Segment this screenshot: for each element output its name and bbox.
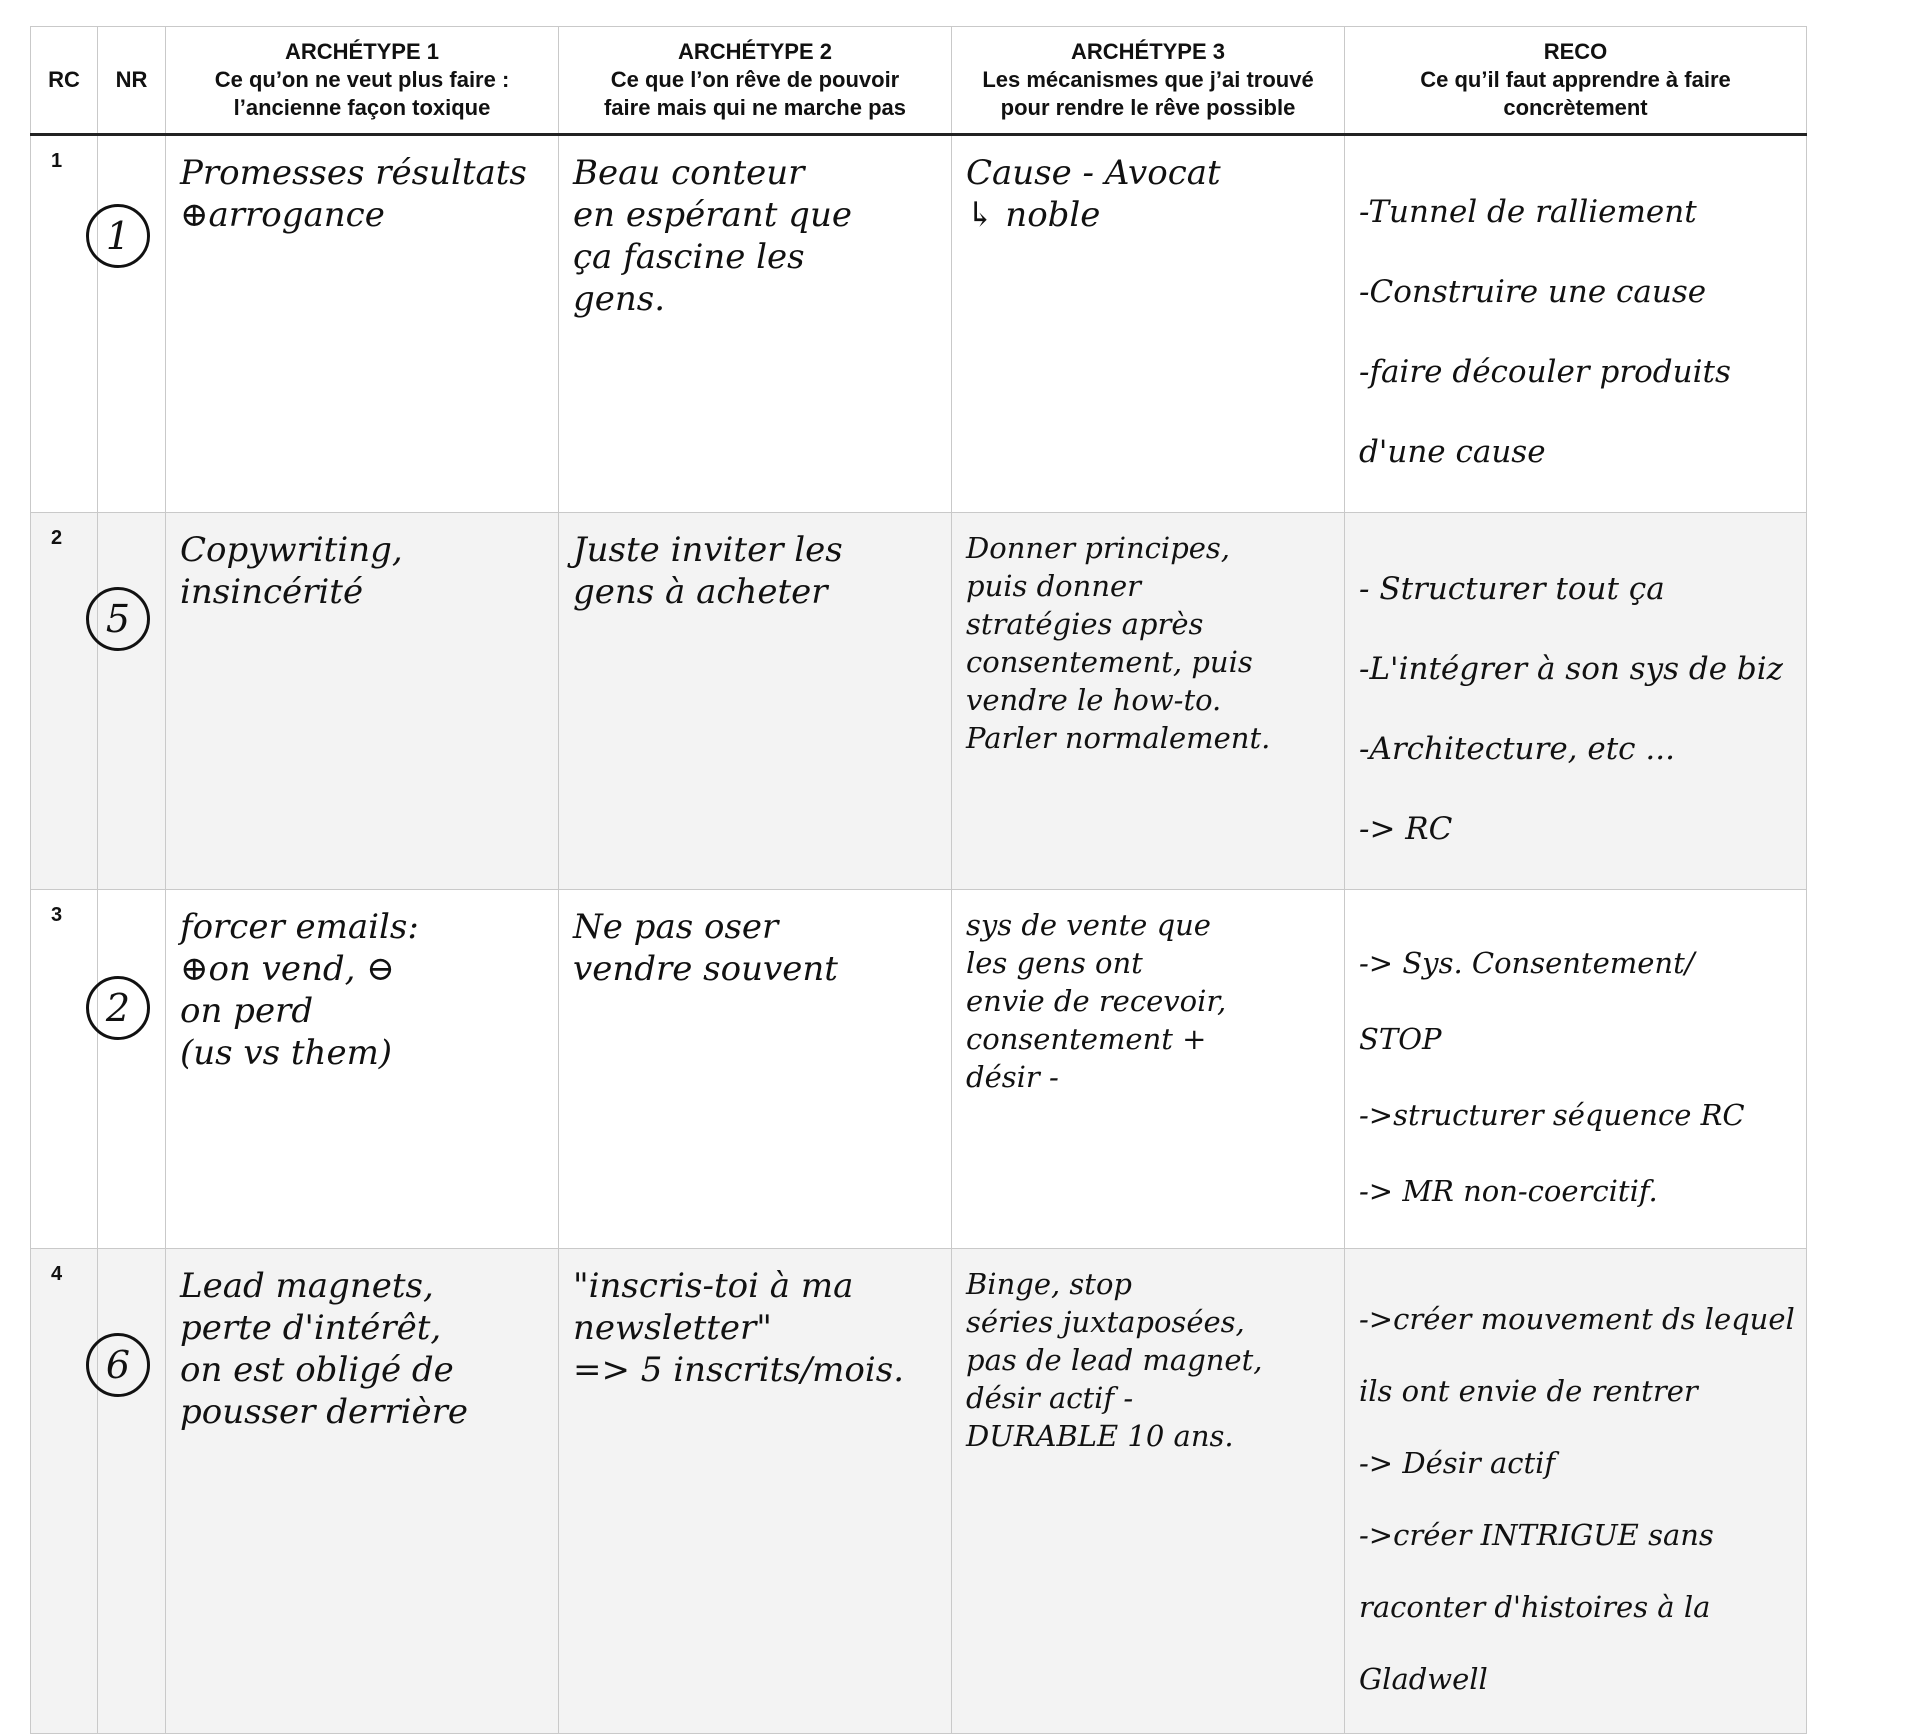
handwritten-note: Juste inviter les gens à acheter: [573, 530, 843, 612]
handwritten-note: Promesses résultats ⊕arrogance: [180, 153, 527, 235]
reco-cell: [1345, 1249, 1807, 1734]
header-archetype-3-line1: Les mécanismes que j’ai trouvé: [982, 67, 1314, 92]
reco-line: ->créer mouvement ds lequel: [1359, 1302, 1795, 1336]
handwritten-note: Cause - Avocat ↳ noble: [966, 153, 1221, 235]
table-row: [31, 135, 1807, 513]
header-archetype-2-line1: Ce que l’on rêve de pouvoir: [610, 67, 900, 92]
archetype-table: [30, 26, 1807, 1734]
reco-cell: [1345, 890, 1807, 1249]
reco-line: -> RC: [1359, 811, 1453, 847]
header-archetype-1-line2: l’ancienne façon toxique: [233, 95, 491, 120]
handwritten-note: sys de vente que les gens ont envie de recevoir, consentement + désir -: [966, 908, 1227, 1094]
handwritten-reco: [1345, 1249, 1806, 1733]
header-archetype-2-title: ARCHÉTYPE 2: [677, 39, 833, 64]
reco-line: Gladwell: [1359, 1662, 1488, 1696]
header-reco-line2: concrètement: [1503, 95, 1648, 120]
header-reco-title: RECO: [1543, 39, 1608, 64]
rc-cell: [31, 1249, 98, 1734]
nr-cell: [98, 135, 166, 513]
reco-line: -Construire une cause: [1359, 274, 1707, 310]
header-reco: [1345, 27, 1807, 135]
archetype-3-cell: [952, 135, 1345, 513]
reco-cell: [1345, 135, 1807, 513]
rc-number: 1: [51, 150, 63, 172]
archetype-3-cell: [952, 513, 1345, 890]
rc-number: 4: [51, 1263, 63, 1285]
reco-line: STOP: [1359, 1022, 1442, 1056]
rc-number: 3: [51, 904, 63, 926]
reco-line: ->structurer séquence RC: [1359, 1098, 1745, 1132]
rc-cell: [31, 890, 98, 1249]
header-archetype-2-line2: faire mais qui ne marche pas: [603, 95, 907, 120]
rc-cell: [31, 135, 98, 513]
handwritten-note: Beau conteur en espérant que ça fascine les gens.: [573, 153, 852, 319]
header-archetype-3: [952, 27, 1345, 135]
reco-line: - Structurer tout ça: [1359, 571, 1665, 607]
archetype-2-cell: [559, 890, 952, 1249]
handwritten-note: forcer emails: ⊕on vend, ⊖ on perd (us vs them): [180, 907, 419, 1073]
nr-cell: [98, 513, 166, 890]
archetype-1-cell: [166, 135, 559, 513]
handwritten-note: Binge, stop séries juxtaposées, pas de lead magnet, désir actif - DURABLE 10 ans.: [966, 1267, 1263, 1453]
reco-line: ->créer INTRIGUE sans: [1359, 1518, 1714, 1552]
header-archetype-1-title: ARCHÉTYPE 1: [284, 39, 440, 64]
nr-cell: [98, 1249, 166, 1734]
table-row: [31, 513, 1807, 890]
reco-cell: [1345, 513, 1807, 890]
archetype-2-cell: [559, 1249, 952, 1734]
handwritten-note: Copywriting, insincérité: [180, 530, 403, 612]
archetype-1-cell: [166, 1249, 559, 1734]
handwritten-note: Lead magnets, perte d'intérêt, on est obligé de pousser derrière: [180, 1266, 468, 1432]
archetype-2-cell: [559, 135, 952, 513]
reco-line: ils ont envie de rentrer: [1359, 1374, 1698, 1408]
header-archetype-3-line2: pour rendre le rêve possible: [1000, 95, 1296, 120]
rc-cell: [31, 513, 98, 890]
handwritten-note: "inscris-toi à ma newsletter" => 5 inscrits/mois.: [573, 1266, 905, 1390]
nr-circled-number: 5: [86, 587, 150, 651]
header-rc: RC: [31, 27, 98, 135]
header-archetype-3-title: ARCHÉTYPE 3: [1070, 39, 1226, 64]
header-reco-line1: Ce qu’il faut apprendre à faire: [1420, 67, 1731, 92]
reco-line: -> MR non-coercitif.: [1359, 1174, 1658, 1208]
reco-line: raconter d'histoires à la: [1359, 1590, 1711, 1624]
archetype-2-cell: [559, 513, 952, 890]
reco-line: -faire découler produits: [1359, 354, 1731, 390]
archetype-1-cell: [166, 513, 559, 890]
header-archetype-1-line1: Ce qu’on ne veut plus faire :: [214, 67, 510, 92]
reco-line: -> Désir actif: [1359, 1446, 1556, 1480]
nr-circled-number: 6: [86, 1333, 150, 1397]
handwritten-note: Donner principes, puis donner stratégies après consentement, puis vendre le how-to. Parler normalement.: [966, 531, 1271, 755]
header-nr: NR: [98, 27, 166, 135]
archetype-1-cell: [166, 890, 559, 1249]
nr-cell: [98, 890, 166, 1249]
header-archetype-1: [166, 27, 559, 135]
handwritten-reco: [1345, 513, 1806, 889]
handwritten-reco: [1345, 890, 1806, 1248]
reco-line: -Tunnel de ralliement: [1359, 194, 1697, 230]
nr-circled-number: 1: [86, 204, 150, 268]
rc-number: 2: [51, 527, 63, 549]
archetype-3-cell: [952, 1249, 1345, 1734]
table-row: [31, 1249, 1807, 1734]
nr-circled-number: 2: [86, 976, 150, 1040]
header-row: [31, 27, 1807, 135]
reco-line: -Architecture, etc ...: [1359, 731, 1675, 767]
handwritten-note: Ne pas oser vendre souvent: [573, 907, 838, 989]
table-row: [31, 890, 1807, 1249]
reco-line: -L'intégrer à son sys de biz: [1359, 651, 1783, 687]
reco-line: -> Sys. Consentement/: [1359, 946, 1695, 980]
reco-line: d'une cause: [1359, 434, 1546, 470]
handwritten-reco: [1345, 136, 1806, 512]
archetype-3-cell: [952, 890, 1345, 1249]
header-archetype-2: [559, 27, 952, 135]
